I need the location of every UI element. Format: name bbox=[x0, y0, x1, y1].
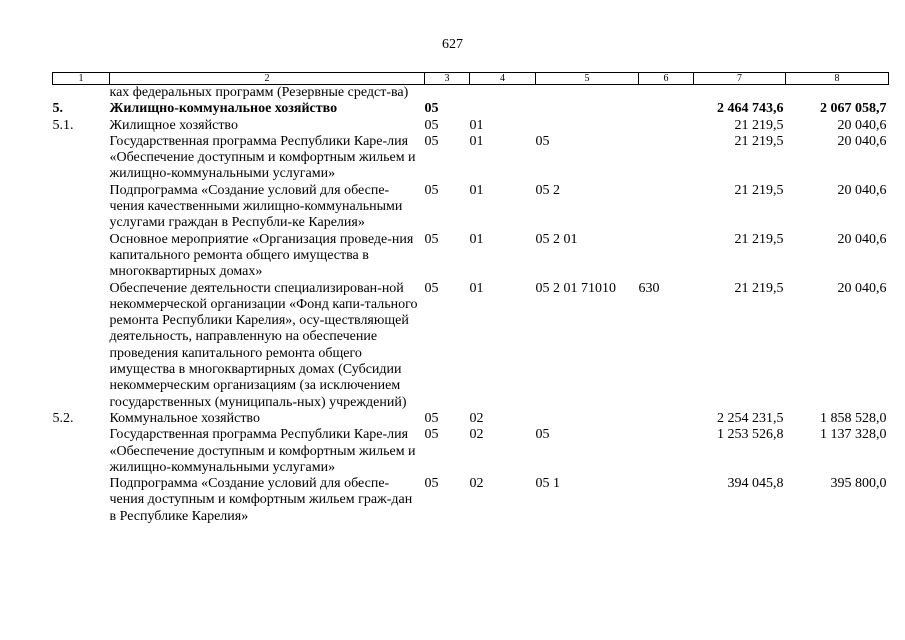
amount-col8: 20 040,6 bbox=[837, 133, 887, 149]
section-code: 05 bbox=[424, 101, 439, 117]
column-header: 3 bbox=[425, 73, 470, 85]
subsection-code: 02 bbox=[469, 410, 484, 426]
column-header: 7 bbox=[694, 73, 786, 85]
table-row bbox=[53, 118, 889, 134]
expense-type-code bbox=[639, 85, 694, 102]
row-number bbox=[53, 281, 110, 411]
expense-type-code bbox=[639, 232, 694, 281]
amount-col8 bbox=[786, 85, 889, 102]
subsection-code: 01 bbox=[469, 280, 484, 296]
column-header: 4 bbox=[470, 73, 536, 85]
subsection-code: 02 bbox=[469, 427, 484, 443]
row-number: 5.2. bbox=[52, 410, 74, 426]
amount-col8: 1 858 528,0 bbox=[820, 410, 887, 426]
subsection-code: 01 bbox=[469, 133, 484, 149]
target-article-code: 05 bbox=[535, 133, 550, 149]
table-row bbox=[53, 427, 889, 476]
expense-type-code: 630 bbox=[638, 280, 660, 296]
table-row bbox=[53, 101, 889, 117]
expense-type-code bbox=[639, 411, 694, 427]
target-article-code bbox=[536, 118, 639, 134]
row-name: Коммунальное хозяйство bbox=[109, 410, 260, 426]
section-code: 05 bbox=[424, 476, 439, 492]
subsection-code: 02 bbox=[469, 476, 484, 492]
target-article-code bbox=[536, 411, 639, 427]
expense-type-code bbox=[639, 101, 694, 117]
column-header: 1 bbox=[53, 73, 110, 85]
amount-col8: 20 040,6 bbox=[837, 231, 887, 247]
section-code: 05 bbox=[424, 182, 439, 198]
target-article-code bbox=[536, 101, 639, 117]
table-row bbox=[53, 281, 889, 411]
amount-col8: 20 040,6 bbox=[837, 182, 887, 198]
subsection-code bbox=[470, 85, 536, 102]
row-name: Подпрограмма «Создание условий для обеспе-чения доступным и комфортным жильем граж-дан в Республике Карелия» bbox=[109, 476, 413, 524]
section-code: 05 bbox=[424, 117, 439, 133]
row-number bbox=[53, 427, 110, 476]
column-number-header bbox=[53, 73, 889, 85]
expense-type-code bbox=[639, 427, 694, 476]
target-article-code: 05 2 01 71010 bbox=[535, 280, 616, 296]
table-row bbox=[53, 85, 889, 102]
row-number: 5.1. bbox=[52, 117, 74, 133]
row-name: Обеспечение деятельности специализирован-ной некоммерческой организации «Фонд капи-тального ремонта Республики Карелия», осу-ществляющей деятельность, направленную на обеспечение проведения капитального ремонта общего имущества в многоквартирных домах (Субсидии некоммерческим организациям (за исключением государственных (муниципаль-ных) учреждений) bbox=[109, 280, 418, 410]
table-row bbox=[53, 411, 889, 427]
column-header: 2 bbox=[110, 73, 425, 85]
amount-col7: 21 219,5 bbox=[734, 133, 784, 149]
section-code: 05 bbox=[424, 231, 439, 247]
table-row bbox=[53, 476, 889, 525]
row-name: Основное мероприятие «Организация проведе-ния капитального ремонта общего имущества в многоквартирных домах» bbox=[109, 231, 414, 280]
column-header: 8 bbox=[786, 73, 889, 85]
row-name: Подпрограмма «Создание условий для обеспе-чения качественными жилищно-коммунальными услугами граждан в Республи-ке Карелия» bbox=[109, 182, 403, 231]
target-article-code: 05 2 bbox=[535, 182, 560, 198]
expense-type-code bbox=[639, 134, 694, 183]
amount-col7: 2 464 743,6 bbox=[717, 101, 784, 117]
target-article-code: 05 2 01 bbox=[535, 231, 578, 247]
amount-col7: 21 219,5 bbox=[734, 231, 784, 247]
row-number bbox=[53, 476, 110, 525]
table-row bbox=[53, 134, 889, 183]
target-article-code bbox=[536, 85, 639, 102]
amount-col7: 1 253 526,8 bbox=[717, 427, 784, 443]
expense-type-code bbox=[639, 183, 694, 232]
page-number: 627 bbox=[442, 37, 463, 52]
amount-col7: 394 045,8 bbox=[727, 476, 784, 492]
row-name: Жилищное хозяйство bbox=[109, 117, 238, 133]
amount-col8: 20 040,6 bbox=[837, 280, 887, 296]
row-number bbox=[53, 85, 110, 102]
row-number bbox=[53, 134, 110, 183]
amount-col8: 395 800,0 bbox=[830, 476, 887, 492]
row-number: 5. bbox=[52, 101, 63, 117]
table-row bbox=[53, 183, 889, 232]
section-code: 05 bbox=[424, 133, 439, 149]
amount-col7 bbox=[694, 85, 786, 102]
row-number bbox=[53, 232, 110, 281]
column-header: 5 bbox=[536, 73, 639, 85]
column-header: 6 bbox=[639, 73, 694, 85]
subsection-code: 01 bbox=[469, 117, 484, 133]
subsection-code bbox=[470, 101, 536, 117]
row-name: Государственная программа Республики Каре-лия «Обеспечение доступным и комфортным жильем и жилищно-коммунальными услугами» bbox=[109, 133, 416, 182]
amount-col7: 21 219,5 bbox=[734, 182, 784, 198]
amount-col8: 20 040,6 bbox=[837, 117, 887, 133]
section-code: 05 bbox=[424, 410, 439, 426]
section-code: 05 bbox=[424, 427, 439, 443]
amount-col7: 21 219,5 bbox=[734, 280, 784, 296]
section-code bbox=[425, 85, 470, 102]
section-code: 05 bbox=[424, 280, 439, 296]
row-number bbox=[53, 183, 110, 232]
target-article-code: 05 bbox=[535, 427, 550, 443]
row-name: Жилищно-коммунальное хозяйство bbox=[109, 101, 338, 117]
row-name: ках федеральных программ (Резервные средст-ва) bbox=[109, 85, 409, 100]
expense-type-code bbox=[639, 476, 694, 525]
target-article-code: 05 1 bbox=[535, 476, 560, 492]
table-body bbox=[53, 85, 889, 526]
amount-col7: 2 254 231,5 bbox=[717, 410, 784, 426]
subsection-code: 01 bbox=[469, 231, 484, 247]
row-name: Государственная программа Республики Каре-лия «Обеспечение доступным и комфортным жильем и жилищно-коммунальными услугами» bbox=[109, 427, 416, 475]
amount-col8: 1 137 328,0 bbox=[820, 427, 887, 443]
amount-col7: 21 219,5 bbox=[734, 117, 784, 133]
subsection-code: 01 bbox=[469, 182, 484, 198]
table-row bbox=[53, 232, 889, 281]
expense-type-code bbox=[639, 118, 694, 134]
budget-table bbox=[52, 72, 889, 525]
amount-col8: 2 067 058,7 bbox=[820, 101, 887, 117]
